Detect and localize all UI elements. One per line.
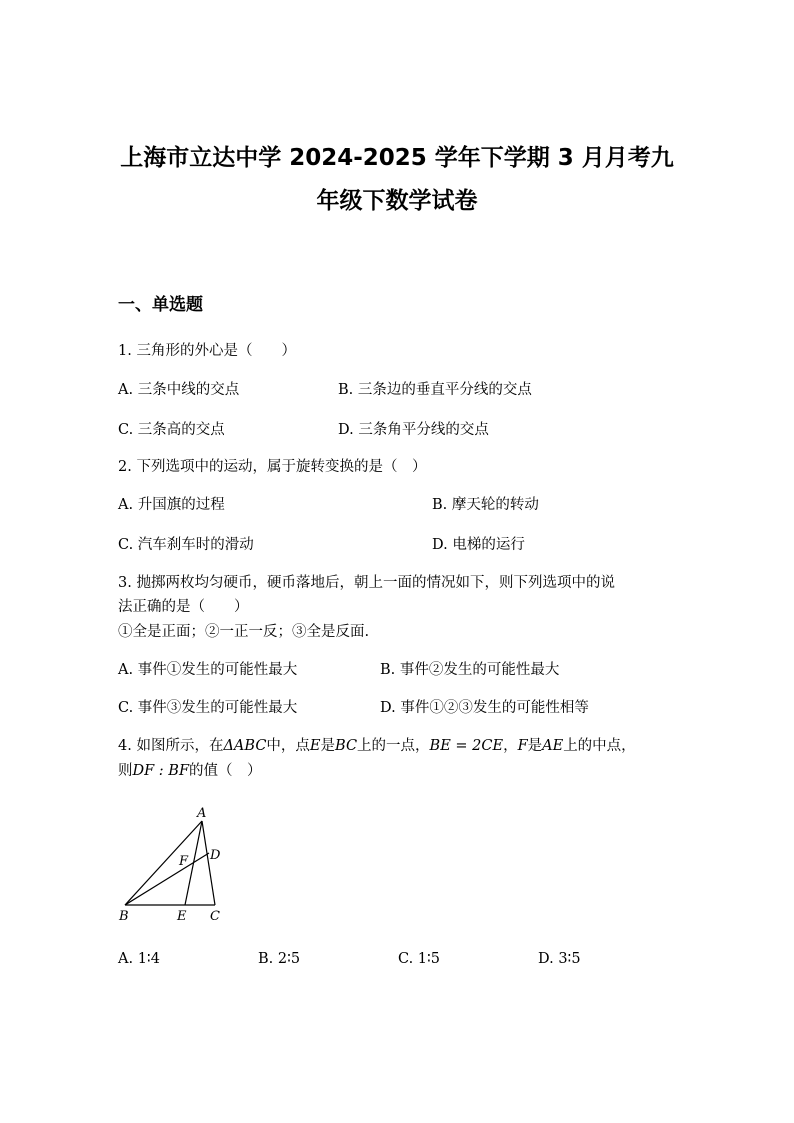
label-b: B [119, 909, 129, 924]
label-d: D [210, 848, 221, 863]
q3-stem-line-1: 3. 抛掷两枚均匀硬币，硬币落地后，朝上一面的情况如下，则下列选项中的说 [118, 575, 615, 591]
q2-option-c: C. 汽车刹车时的滑动 [118, 537, 254, 553]
exam-title-line-2: 年级下数学试卷 [316, 188, 478, 214]
q1-option-c: C. 三条高的交点 [118, 422, 225, 438]
q3-option-a: A. 事件①发生的可能性最大 [118, 662, 298, 678]
segment-ab [125, 821, 202, 905]
q1-option-d: D. 三条角平分线的交点 [338, 422, 489, 438]
q4-stem-line-2 [118, 760, 262, 782]
q1-option-a: A. 三条中线的交点 [118, 382, 240, 398]
q2-option-a: A. 升国旗的过程 [118, 497, 225, 513]
q4-text: 则 [118, 763, 133, 779]
label-f: F [179, 854, 189, 869]
q4-text: 是 [320, 738, 336, 754]
section-heading: 一、单选题 [118, 295, 203, 315]
q2-option-b: B. 摩天轮的转动 [432, 497, 539, 513]
q4-option-a: A. 1∶4 [118, 951, 160, 967]
q4-text: ， [503, 738, 518, 754]
q4-option-c: C. 1∶5 [398, 951, 441, 967]
q3-option-c: C. 事件③发生的可能性最大 [118, 700, 298, 716]
triangle-diagram [112, 800, 232, 925]
label-a: A [197, 806, 207, 821]
q4-text: 的值（ ） [189, 763, 262, 779]
q1-stem: 1. 三角形的外心是（ ） [118, 343, 296, 359]
q3-stem-line-2: 法正确的是（ ） [118, 599, 249, 615]
triangle-figure [112, 800, 232, 925]
q4-math-triangle: ΔABC [223, 738, 267, 754]
q3-option-d: D. 事件①②③发生的可能性相等 [380, 700, 589, 716]
q4-text: 4. 如图所示，在 [118, 738, 224, 754]
q4-option-b: B. 2∶5 [258, 951, 301, 967]
q2-option-d: D. 电梯的运行 [432, 537, 525, 553]
q4-text: 上的中点， [563, 738, 636, 754]
q1-option-b: B. 三条边的垂直平分线的交点 [338, 382, 532, 398]
q2-stem: 2. 下列选项中的运动，属于旋转变换的是（ ） [118, 459, 427, 475]
q4-math-point-f: F [517, 738, 528, 754]
q4-math-segment-bc: BC [335, 738, 358, 754]
q4-text: 是 [527, 738, 543, 754]
q4-option-d: D. 3∶5 [538, 951, 581, 967]
segment-ac [202, 821, 215, 905]
exam-title-line-1: 上海市立达中学 2024-2025 学年下学期 3 月月考九 [120, 145, 674, 171]
segment-bd [125, 853, 209, 905]
q3-stem-line-3: ①全是正面；②一正一反；③全是反面. [118, 624, 370, 640]
q4-math-equation: BE = 2CE [429, 738, 504, 754]
q4-math-point-e: E [309, 738, 321, 754]
q4-math-ratio: DF : BF [132, 763, 190, 779]
label-e: E [177, 909, 187, 924]
q4-text: 中，点 [266, 738, 310, 754]
q3-option-b: B. 事件②发生的可能性最大 [380, 662, 560, 678]
label-c: C [210, 909, 220, 924]
q4-math-segment-ae: AE [542, 738, 564, 754]
q4-stem-line-1 [118, 735, 636, 757]
q4-text: 上的一点， [357, 738, 430, 754]
